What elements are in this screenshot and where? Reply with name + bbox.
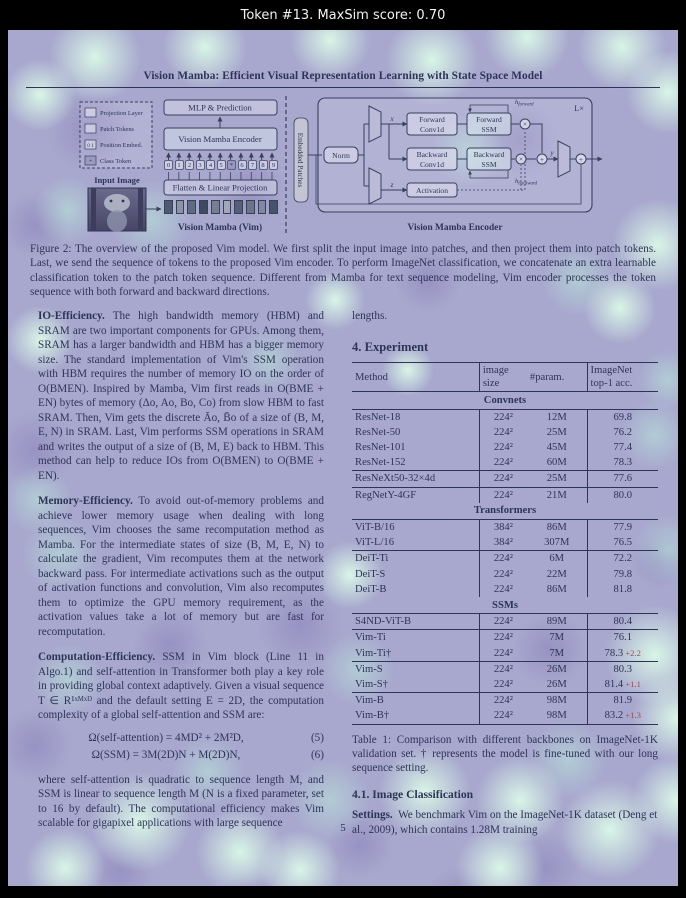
cell-method: Vim-Ti†: [355, 647, 392, 659]
legend-item-label: Class Token: [100, 158, 132, 165]
activation-box-label: Activation: [415, 186, 449, 195]
cell-method: Vim-B: [352, 693, 479, 709]
cell-acc: 77.9: [587, 520, 658, 536]
page-number: 5: [340, 822, 346, 834]
cell-method: ResNet-101: [355, 442, 406, 454]
cell-acc: 80.3: [587, 661, 658, 677]
patch-token-row: [164, 160, 278, 170]
table-row: [352, 582, 658, 597]
cell-size: 224²: [479, 455, 527, 471]
forward-conv-box-label: Forward: [419, 115, 445, 124]
cell-param: 45M: [546, 442, 567, 454]
accuracy-delta-badge: +1.1: [623, 679, 641, 690]
table-row: [352, 455, 658, 471]
cell-method: ResNet-18: [352, 409, 479, 425]
table-row: [352, 425, 658, 440]
cell-param: 22M: [546, 568, 567, 580]
cell-size: 224²: [479, 582, 527, 597]
patch-token: 4: [206, 160, 215, 170]
cell-method: ResNeXt50-32×4d: [352, 471, 479, 487]
patch-tokens-icon: [85, 124, 96, 133]
table-group-row: SSMs: [492, 599, 518, 611]
cell-size: 224²: [479, 661, 527, 677]
cell-method: DeiT-B: [355, 583, 387, 595]
svg-text:*: *: [89, 158, 92, 165]
image-patch-thumbnail: [176, 200, 185, 214]
legend-item-label: Projection Layer: [100, 110, 143, 117]
projection-parallelogram-bottom: [369, 168, 381, 204]
table-row: [352, 708, 658, 724]
cell-param: 25M: [546, 426, 567, 438]
embedded-patches-label: Embedded Patches: [296, 132, 304, 188]
right-column: [352, 309, 658, 848]
cell-param: 98M: [527, 693, 587, 709]
x-path-label: x: [390, 115, 394, 123]
image-patch-thumbnail: [258, 200, 267, 214]
paper-content: [8, 30, 678, 886]
cell-acc: 77.4: [587, 440, 658, 455]
cell-param: 86M: [527, 520, 587, 536]
patch-token: 9: [269, 160, 278, 170]
image-patch-thumbnail: [187, 200, 196, 214]
figure-legend: [80, 102, 152, 168]
cell-param: 12M: [527, 409, 587, 425]
input-image-label: Input Image: [94, 175, 140, 185]
table-group-row: Convnets: [483, 394, 527, 406]
svg-text:Conv1d: Conv1d: [419, 125, 445, 134]
cell-acc: 78.3: [587, 455, 658, 471]
memory-efficiency-paragraph: Memory-Efficiency. To avoid out-of-memory problems and achieve lower memory usage when dealing with long sequences, Vim chooses the same recomputation method as Mamba. For the intermediate states of size (B, M, E, N) to calculate the gradient, Vim recomputes them at the network backward pass. For intermediate activations such as the output of activation functions and convolution, Vim also recomputes them to optimize the GPU memory requirement, as the activation values take a lot of memory but are fast for recomputation.: [38, 495, 324, 638]
cell-acc: 80.4: [587, 614, 658, 630]
cell-param: 7M: [527, 630, 587, 646]
io-efficiency-paragraph: IO-Efficiency. The high bandwidth memory (HBM) and SRAM are two important components for GPUs. Among them, SRAM has a larger bandwidth and HBM has a bigger memory size. The standard implementation of Vim's SSM operation with HBM requires the number of memory IO on the order of O(BMEN). Inspired by Mamba, Vim first reads in O(BME + EN) bytes of memory (Δo, Ao, Bo, Co) from slow HBM to fast SRAM. Then, Vim gets the discrete Āo, B̄o of a size of (B, M, E, N) in SRAM. Last, Vim performs SSM operations in SRAM and writes the output of a size of (B, M, E) back to HBM. This method can help to reduce IOs from O(BMEN) to O(BME + EN).: [38, 310, 324, 482]
settings-paragraph: Settings. We benchmark Vim on the ImageNet-1K dataset (Deng et al., 2009), which contains 1.28M training: [352, 809, 658, 836]
cell-method: ResNet-152: [355, 457, 406, 469]
cell-acc: 76.5: [587, 535, 658, 551]
complexity-discussion-paragraph: where self-attention is quadratic to sequence length M, and SSM is linear to sequence length M (N is a fixed parameter, set to 16 by default). The computational efficiency makes Vim scalable for gigapixel applications with large sequence: [38, 773, 324, 829]
class-token: *: [227, 160, 236, 170]
gecko-head: [104, 194, 130, 212]
image-patch-thumbnail: [269, 200, 278, 214]
backward-ssm-box-label: Backward: [473, 150, 505, 159]
cell-param: 6M: [527, 551, 587, 567]
mlp-prediction-box-label: MLP & Prediction: [188, 102, 252, 113]
cell-method: ViT-B/16: [352, 520, 479, 536]
table-row: [352, 567, 658, 582]
cell-param: 21M: [527, 487, 587, 503]
cell-size: 224²: [479, 409, 527, 425]
cell-param: 89M: [527, 614, 587, 630]
z-path-label: z: [390, 181, 394, 189]
equation-5: Ω(self-attention) = 4MD² + 2M²D, (5): [88, 731, 324, 744]
patch-token: 2: [185, 160, 194, 170]
cell-acc: 81.8: [587, 582, 658, 597]
forward-ssm-box-label: Forward: [476, 115, 502, 124]
cell-param: 25M: [527, 471, 587, 487]
cell-acc: 81.9: [587, 693, 658, 709]
table-row: [352, 471, 658, 487]
vim-diagram-label: Vision Mamba (Vim): [177, 223, 263, 233]
svg-text:0 1: 0 1: [87, 142, 94, 149]
cell-size: 224²: [479, 440, 527, 455]
vim-encoder-block: [308, 98, 602, 212]
cell-param: 26M: [527, 661, 587, 677]
titlebar-text: Token #13. MaxSim score: 0.70: [240, 7, 446, 23]
image-classification-heading: 4.1. Image Classification: [352, 787, 474, 801]
token-maxsim-titlebar: [0, 0, 686, 30]
flatten-projection-box-label: Flatten & Linear Projection: [172, 182, 268, 193]
equations: [38, 731, 324, 763]
patch-token: 5: [217, 160, 226, 170]
cell-size: 224²: [479, 708, 527, 724]
image-patch-thumbnail: [246, 200, 255, 214]
cell-method: Vim-S: [352, 661, 479, 677]
cell-size: 224²: [479, 425, 527, 440]
cell-acc: 76.1: [587, 630, 658, 646]
patch-token: 6: [238, 160, 247, 170]
svg-text:Conv1d: Conv1d: [419, 160, 445, 169]
cell-acc: 76.2: [587, 425, 658, 440]
patch-token: 0: [164, 160, 173, 170]
cell-method: DeiT-S: [355, 568, 386, 580]
cell-acc: 79.8: [587, 567, 658, 582]
accuracy-delta-badge: +2.2: [623, 647, 641, 658]
cell-acc: 77.6: [587, 471, 658, 487]
results-table: [352, 362, 658, 725]
cell-param: 307M: [544, 537, 570, 549]
cell-method: ResNet-50: [355, 426, 401, 438]
y-path-label: y: [550, 149, 554, 157]
svg-text:SSM: SSM: [481, 125, 497, 134]
image-patch-thumbnail: [164, 200, 173, 214]
image-patch-thumbnail: [199, 200, 208, 214]
table-header-row: Method image size #param. ImageNet top-1 acc.: [352, 363, 658, 392]
patch-token: 8: [259, 160, 268, 170]
table-row: [352, 661, 658, 677]
svg-text:+: +: [578, 154, 584, 164]
image-patch-thumbnail: [223, 200, 232, 214]
accuracy-delta-badge: +1.3: [623, 710, 641, 721]
vision-mamba-encoder-box-label: Vision Mamba Encoder: [178, 134, 262, 144]
running-head: Vision Mamba: Efficient Visual Representation Learning with State Space Model: [143, 70, 543, 82]
svg-text:+: +: [539, 154, 545, 164]
backward-conv-box-label: Backward: [416, 150, 448, 159]
cell-param: 86M: [546, 583, 567, 595]
cell-method: RegNetY-4GF: [352, 487, 479, 503]
svg-text:×: ×: [522, 119, 528, 129]
table-row: [352, 409, 658, 425]
cell-param: 26M: [546, 679, 567, 691]
cell-acc: 83.2 +1.3: [587, 708, 658, 724]
paper-page: [8, 30, 678, 886]
cell-param: 60M: [546, 457, 567, 469]
table-row: [352, 440, 658, 455]
cell-acc: 69.8: [587, 409, 658, 425]
table-row: [352, 677, 658, 693]
computation-efficiency-paragraph: Computation-Efficiency. SSM in Vim block (Line 11 in Algo.1) and self-attention in Transformer both play a key role in providing global context adaptively. Given a visual sequence T ∈ R¹ˣᴹˣᴰ and the default setting E = 2D, the computation complexity of a global self-attention and SSM are:: [38, 651, 324, 721]
vim-encoder-diagram-label: Vision Mamba Encoder: [407, 223, 503, 233]
equation-6: Ω(SSM) = 3M(2D)N + M(2D)N, (6): [91, 749, 324, 761]
legend-item-label: Patch Tokens: [100, 126, 135, 133]
table-row: [352, 630, 658, 646]
cell-method: S4ND-ViT-B: [352, 614, 479, 630]
cell-method: Vim-S†: [355, 679, 388, 691]
cell-method: Vim-B†: [355, 710, 390, 722]
cell-acc: 80.0: [587, 487, 658, 503]
h-backward-label: $h_{backward}$: [515, 178, 538, 187]
projection-parallelogram-top: [369, 106, 381, 142]
figure2-caption: Figure 2: The overview of the proposed Vim model. We first split the input image into patches, and then project them into patch tokens. Last, we send the sequence of tokens to the proposed Vim encoder. To perform ImageNet classification, we concatenate an extra learnable classification token to the patch token sequence. Different from Mamba for text sequence modeling, Vim encoder processes the token sequence with both forward and backward directions.: [30, 243, 656, 298]
cell-size: 224²: [479, 677, 527, 693]
header-rule: [26, 87, 660, 88]
table-row: [352, 693, 658, 709]
table-group-row: Transformers: [473, 505, 537, 517]
embedded-patches-pill: [294, 118, 308, 202]
cell-size: 224²: [479, 551, 527, 567]
cell-size: 224²: [479, 630, 527, 646]
legend-item-label: Position Embed.: [100, 142, 143, 149]
input-image: [88, 175, 161, 232]
lx-label: L×: [574, 104, 584, 113]
table-row: [352, 646, 658, 662]
svg-text:SSM: SSM: [481, 160, 497, 169]
table-row: [352, 551, 658, 567]
cell-size: 224²: [479, 567, 527, 582]
cell-param: 7M: [549, 647, 565, 659]
cell-size: 224²: [479, 693, 527, 709]
norm-box-label: Norm: [332, 151, 350, 160]
cell-size: 224²: [479, 646, 527, 662]
patch-strip: [164, 200, 278, 214]
cell-size: 224²: [479, 487, 527, 503]
cell-acc: 78.3 +2.2: [587, 646, 658, 662]
cell-method: Vim-Ti: [352, 630, 479, 646]
cell-method: DeiT-Ti: [352, 551, 479, 567]
patch-token: 3: [196, 160, 205, 170]
cell-size: 224²: [479, 471, 527, 487]
continuation-text: lengths.: [352, 310, 388, 322]
cell-param: 98M: [546, 710, 567, 722]
image-patch-thumbnail: [234, 200, 243, 214]
svg-text:×: ×: [518, 154, 524, 164]
projection-layer-icon: [85, 108, 96, 117]
cell-size: 224²: [479, 614, 527, 630]
cell-acc: 81.4 +1.1: [587, 677, 658, 693]
image-patch-thumbnail: [211, 200, 220, 214]
table-row: [352, 520, 658, 536]
projection-parallelogram-out: [558, 141, 570, 177]
cell-size: 384²: [479, 535, 527, 551]
h-forward-label: $h_{forward}$: [515, 99, 534, 108]
gecko-body: [107, 210, 127, 232]
cell-acc: 72.2: [587, 551, 658, 567]
cell-size: 384²: [479, 520, 527, 536]
experiment-section-heading: 4. Experiment: [352, 339, 429, 354]
table-row: [352, 614, 658, 630]
table-row: [352, 535, 658, 551]
table-row: [352, 487, 658, 503]
cell-method: ViT-L/16: [355, 537, 394, 549]
patch-token: 7: [248, 160, 257, 170]
patch-token: 1: [175, 160, 184, 170]
left-column: [38, 309, 324, 842]
figure2-diagram: [18, 92, 668, 240]
table1-caption: Table 1: Comparison with different backbones on ImageNet-1K validation set. † represents the model is fine-tuned with our long sequence setting.: [352, 733, 658, 775]
